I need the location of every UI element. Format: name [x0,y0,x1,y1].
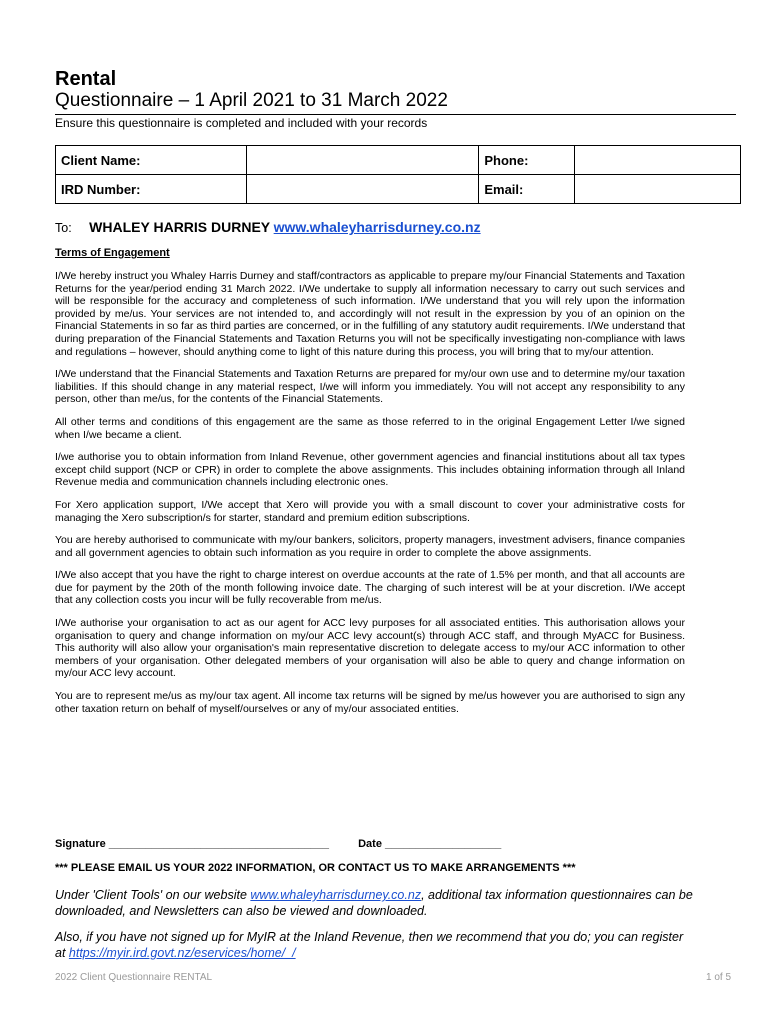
terms-paragraph: All other terms and conditions of this engagement are the same as those referred to in the original Engagement Letter I/we signed when I/we became a client. [55,415,685,441]
to-label: To: [55,221,72,235]
terms-paragraph: You are to represent me/us as my/our tax agent. All income tax returns will be signed by me/us however you are authorised to sign any other taxation return on behalf of myself/ourselves or any of my/our associated entities. [55,690,685,715]
signature-label: Signature [55,838,106,850]
client-row-2 [56,175,741,204]
myir-note-text: Also, if you have not signed up for MyIR at the Inland Revenue, then we recommend that you do; you can register at [55,930,684,960]
ird-number-field[interactable] [246,175,479,204]
client-tools-website-link[interactable]: www.whaleyharrisdurney.co.nz [250,888,422,902]
date-label: Date [358,838,382,850]
terms-heading: Terms of Engagement [55,247,170,259]
myir-note [55,929,695,961]
email-label: Email: [479,175,575,204]
client-tools-note-text: Under 'Client Tools' on our website [55,888,251,902]
client-row-1 [56,146,741,175]
terms-paragraph: I/we authorise you to obtain information from Inland Revenue, other government agencies and financial institutions about all tax types except child support (NCP or CPR) in order to complete the above assignments. This includes obtaining information through all Inland Revenue media and communication channels including electronic ones. [55,451,685,489]
client-name-field[interactable] [246,146,479,175]
terms-paragraph: I/We also accept that you have the right to charge interest on overdue accounts at the rate of 1.5% per month, and that all accounts are due for payment by the 20th of the month following invoice date. The charging of such interest will be at your discretion. I/We accept that any collection costs you incur will be fully recoverable from me/us. [55,569,685,607]
client-name-label: Client Name: [56,146,247,175]
document-subtitle: Questionnaire – 1 April 2021 to 31 March 2022 [55,90,448,111]
footer-document-name: 2022 Client Questionnaire RENTAL [55,972,213,983]
terms-paragraph: I/We hereby instruct you Whaley Harris Durney and staff/contractors as applicable to prepare my/our Financial Statements and Taxation Returns for the year/period ending 31 March 2022. I/We undertake to supply all information necessary to carry out such services and will be responsible for the accuracy and completeness of such information. I/We understand that you will rely upon the information provided by me/us. Your services are not intended to, and accordingly will not result in the expression by you of an opinion on the Financial Statements in so far as third parties are concerned, or in the fulfilling of any statutory audit requirements. I/We understand that during preparation of the Financial Statements and Taxation Returns you will not be specifically investigating non-compliance with laws and regulations – however, should anything come to light of this nature during this process, you will bring that to my/our attention. [55,270,685,358]
firm-name: WHALEY HARRIS DURNEY [89,219,271,235]
signature-line[interactable]: ____________________________________ [108,838,330,850]
footer-page-number: 1 of 5 [706,972,732,983]
email-field[interactable] [575,175,741,204]
phone-field[interactable] [575,146,741,175]
firm-website-link[interactable]: www.whaleyharrisdurney.co.nz [273,219,481,235]
ird-number-label: IRD Number: [56,175,247,204]
instruction-text: Ensure this questionnaire is completed and included with your records [55,116,428,130]
title-divider [55,114,736,115]
terms-paragraph: For Xero application support, I/We accept that Xero will provide you with a small discount to cover your administrative costs for managing the Xero subscription/s for starter, standard and premium edition subscriptions. [55,498,685,524]
terms-paragraph: You are hereby authorised to communicate with my/our bankers, solicitors, property managers, investment advisers, finance companies and all government agencies to obtain such information as you require in order to complete the above assignments. [55,534,685,559]
terms-paragraph: I/We authorise your organisation to act as our agent for ACC levy purposes for all associated entities. This authorisation allows your organisation to query and change information on my/our ACC levy account(s) through ACC staff, and through MyACC for Business. This authority will also allow your organisation's main representative discretion to delegate access to my/our ACC information to other members of your organisation. Other delegated members of your organisation will also be able to query and change information on my/our ACC levy account. [55,617,685,680]
recipient-line [55,219,481,235]
myir-link[interactable]: https://myir.ird.govt.nz/eservices/home/_/ [68,946,296,960]
signature-row [55,838,501,850]
terms-paragraph: I/We understand that the Financial Statements and Taxation Returns are prepared for my/our own use and to determine my/our taxation liabilities. If this should change in any material respect, I/we will inform you immediately. You will not accept any responsibility to any person, other than me/us, for the contents of the Financial Statements. [55,368,685,406]
terms-body [55,270,685,725]
date-line[interactable]: ___________________ [385,838,502,850]
phone-label: Phone: [479,146,575,175]
client-details-table [55,145,741,204]
email-notice: *** PLEASE EMAIL US YOUR 2022 INFORMATION, OR CONTACT US TO MAKE ARRANGEMENTS *** [55,862,576,874]
client-tools-note-text-end: , additional tax information questionnaires can be downloaded, and Newsletters can also be viewed and downloaded. [55,888,693,918]
client-tools-note [55,887,695,919]
document-title: Rental [55,68,117,90]
